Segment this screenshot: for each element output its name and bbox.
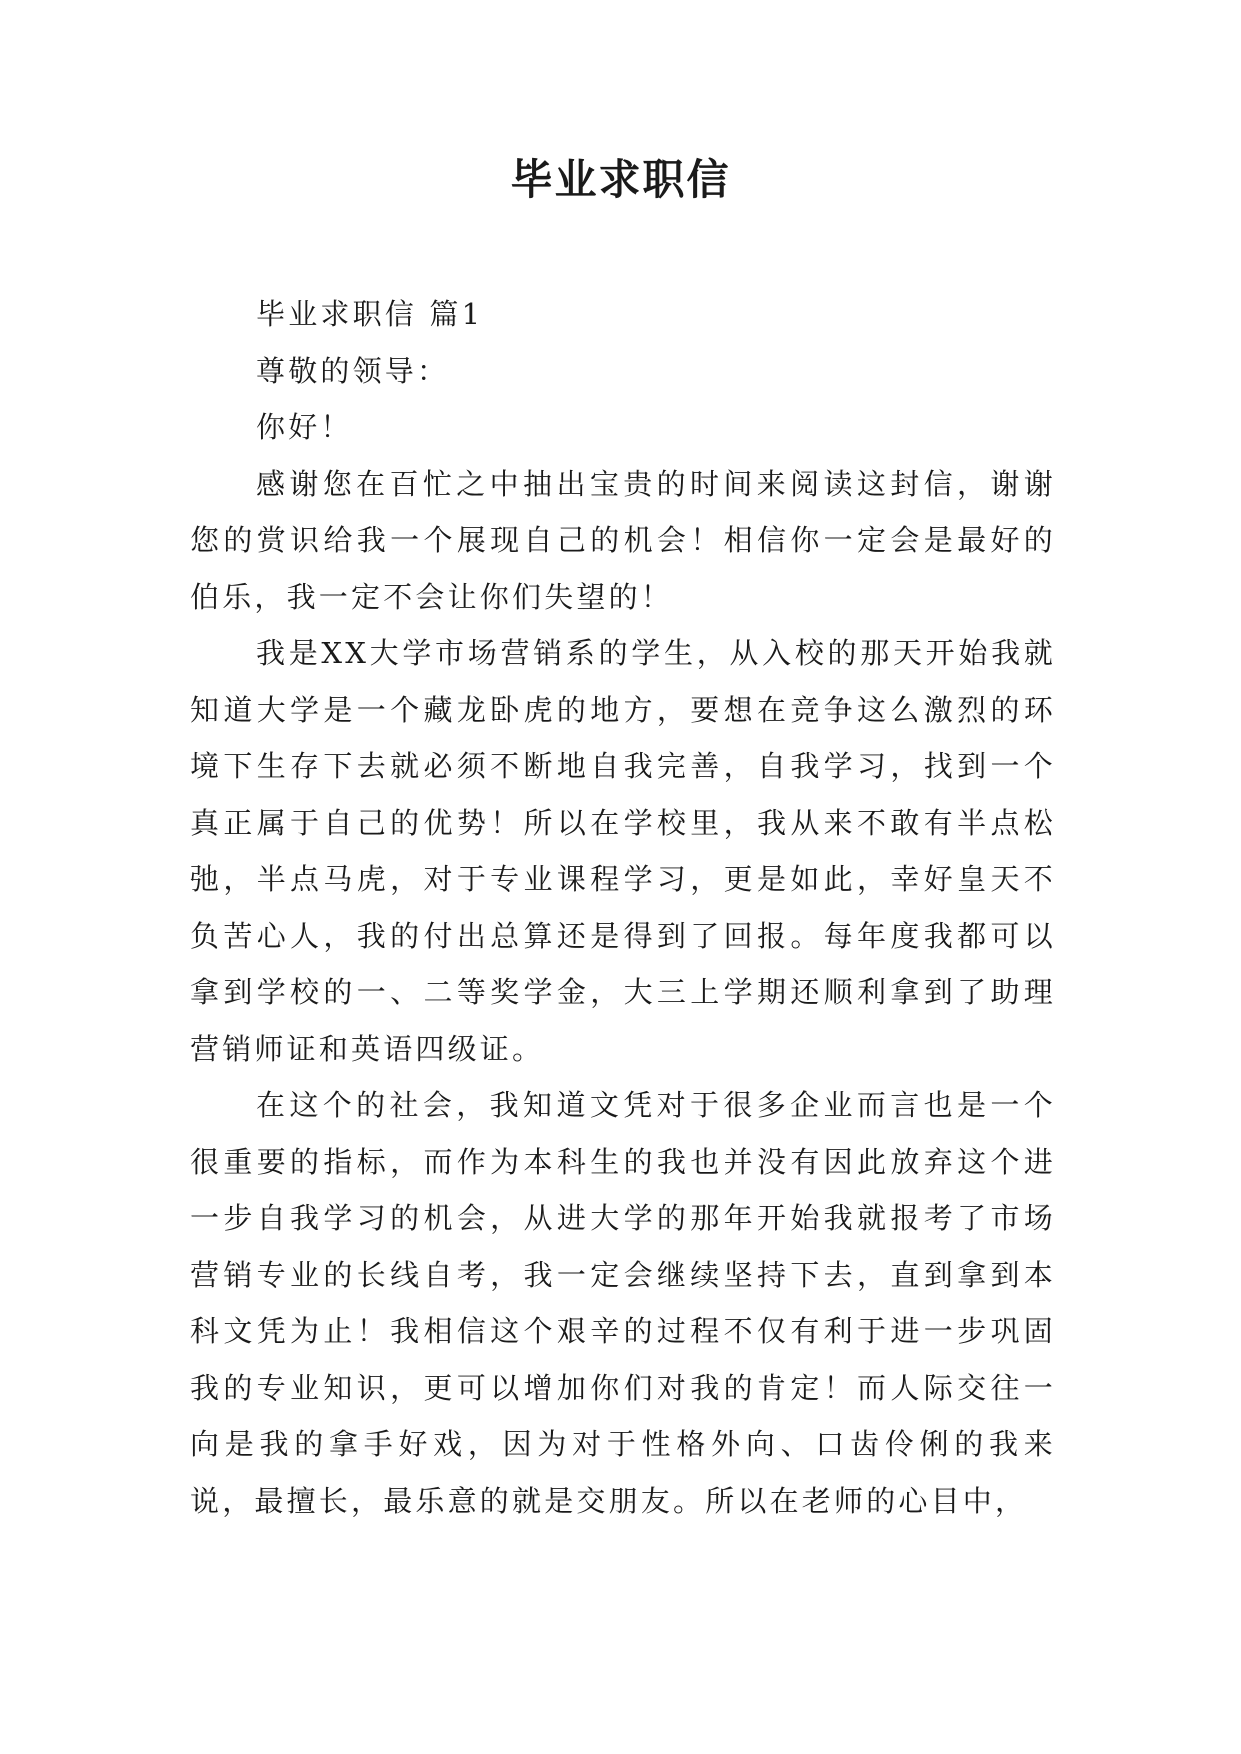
letter-body xyxy=(190,286,1056,1529)
section-heading: 毕业求职信 篇1 xyxy=(256,297,484,331)
document-title: 毕业求职信 xyxy=(510,155,731,204)
paragraph-background: 我是XX大学市场营销系的学生，从入校的那天开始我就知道大学是一个藏龙卧虎的地方，要想在竞争这么激烈的环境下生存下去就必须不断地自我完善，自我学习，找到一个真正属于自己的优势！所以在学校里，我从来不敢有半点松弛，半点马虎，对于专业课程学习，更是如此，幸好皇天不负苦心人，我的付出总算还是得到了回报。每年度我都可以拿到学校的一、二等奖学金，大三上学期还顺利拿到了助理营销师证和英语四级证。 xyxy=(190,636,1056,1066)
paragraph-thanks: 感谢您在百忙之中抽出宝贵的时间来阅读这封信，谢谢您的赏识给我一个展现自己的机会！相信你一定会是最好的伯乐，我一定不会让你们失望的！ xyxy=(190,466,1056,614)
greeting: 你好！ xyxy=(256,410,353,444)
salutation: 尊敬的领导： xyxy=(256,353,450,388)
paragraph-study: 在这个的社会，我知道文凭对于很多企业而言也是一个很重要的指标，而作为本科生的我也并没有因此放弃这个进一步自我学习的机会，从进大学的那年开始我就报考了市场营销专业的长线自考，我一定会继续坚持下去，直到拿到本科文凭为止！我相信这个艰辛的过程不仅有利于进一步巩固我的专业知识，更可以增加你们对我的肯定！而人际交往一向是我的拿手好戏，因为对于性格外向、口齿伶俐的我来说，最擅长，最乐意的就是交朋友。所以在老师的心目中， xyxy=(190,1088,1056,1518)
